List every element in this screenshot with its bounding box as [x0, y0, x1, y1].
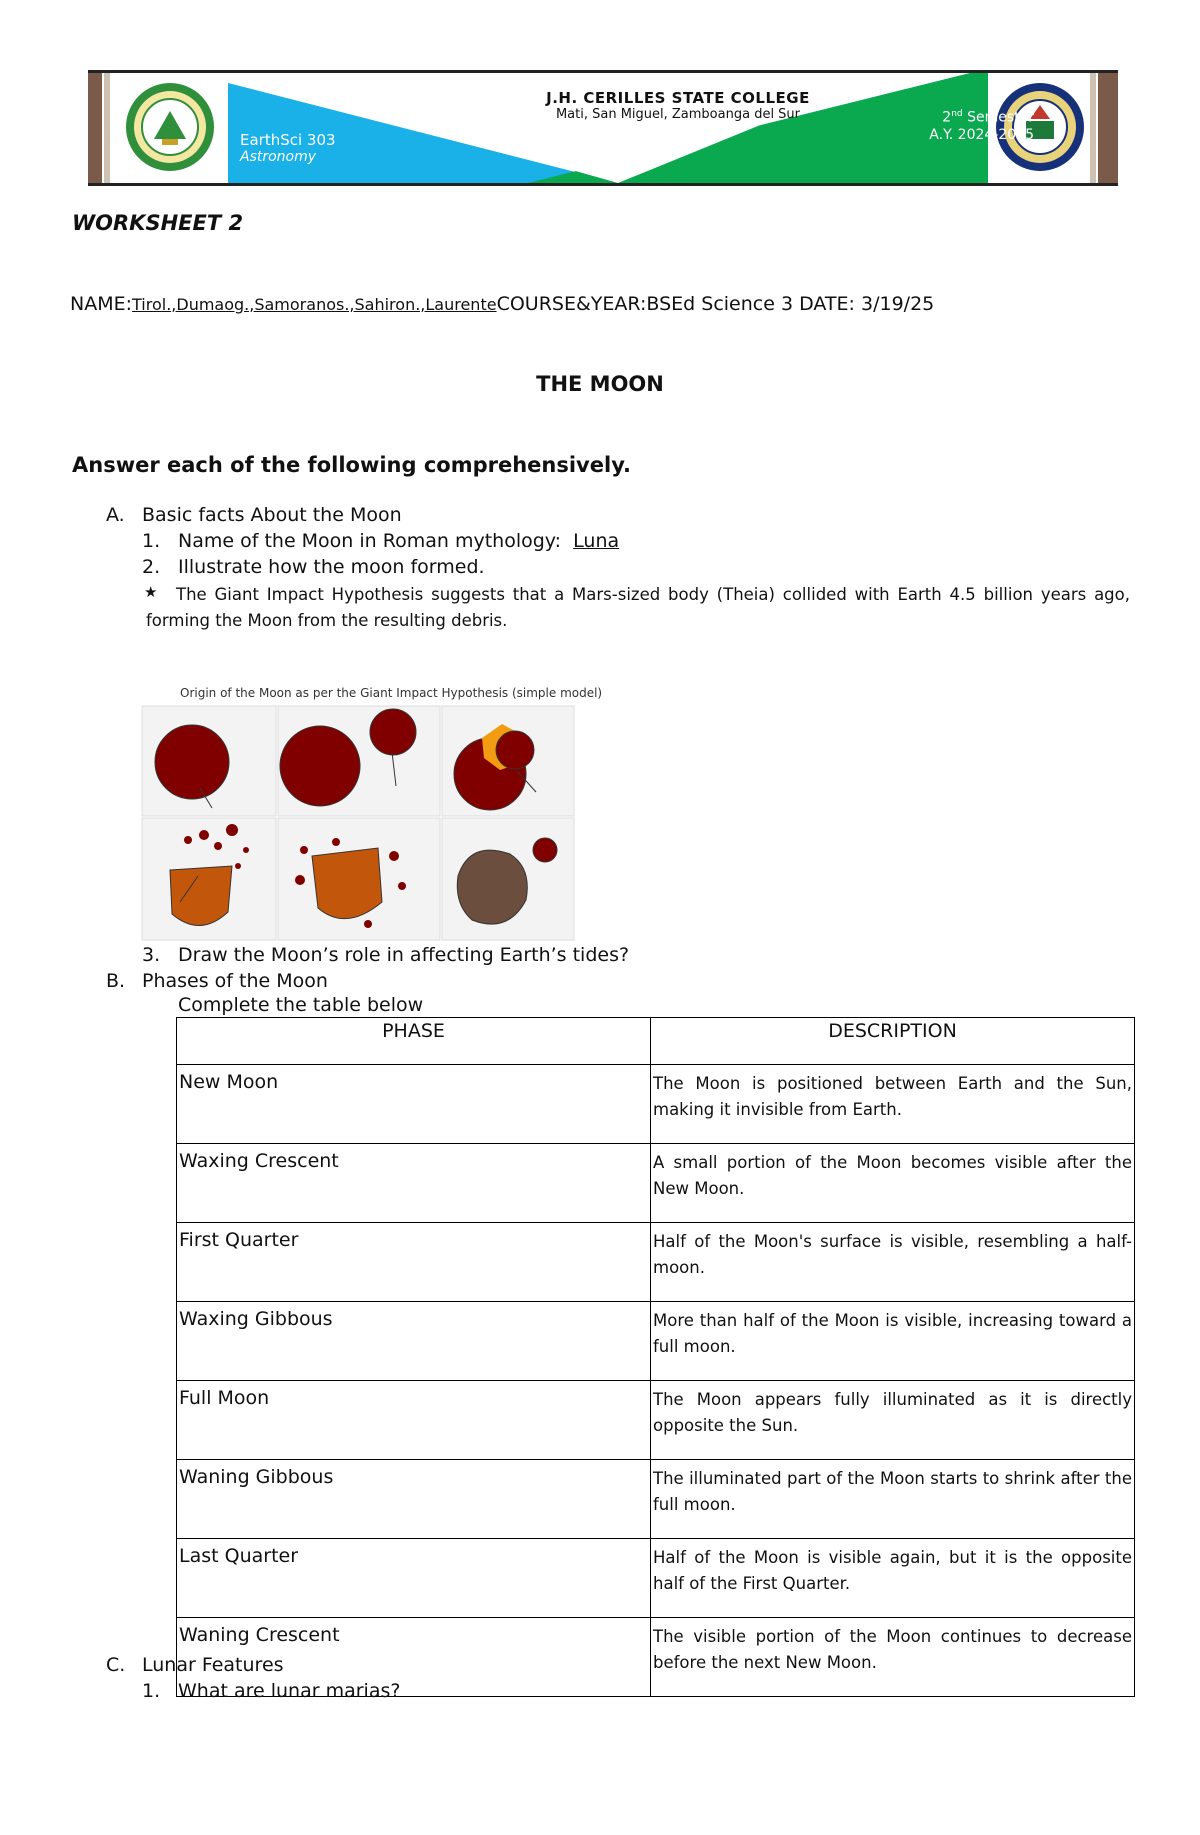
table-row [177, 1460, 1135, 1539]
description-column-header: DESCRIPTION [651, 1018, 1135, 1065]
course-code: EarthSci 303 [240, 131, 336, 149]
description-cell: Half of the Moon's surface is visible, resembling a half-moon. [651, 1223, 1135, 1302]
semester: 2nd Semester [942, 109, 1034, 126]
phase-cell: Waning Crescent [177, 1618, 651, 1697]
college-name: J.H. CERILLES STATE COLLEGE [546, 89, 810, 107]
section-a-heading: A. Basic facts About the Moon [106, 504, 402, 526]
figure-title: Origin of the Moon as per the Giant Impact Hypothesis (simple model) [180, 686, 603, 700]
phase-cell: First Quarter [177, 1223, 651, 1302]
student-info-line [70, 293, 934, 315]
question-a2: 2. Illustrate how the moon formed. [142, 556, 485, 578]
table-row [177, 1381, 1135, 1460]
table-row [177, 1539, 1135, 1618]
section-c-heading: C. Lunar Features [106, 1654, 284, 1676]
question-a3: 3. Draw the Moon’s role in affecting Earth’s tides? [142, 944, 630, 966]
phase-cell: Waning Gibbous [177, 1460, 651, 1539]
moon-phases-table [176, 1017, 1135, 1697]
giant-impact-figure [140, 680, 576, 942]
college-seal-left-icon [124, 81, 216, 173]
course-value: BSEd Science 3 [646, 293, 794, 315]
description-cell: Half of the Moon is visible again, but it is the opposite half of the First Quarter. [651, 1539, 1135, 1618]
table-instruction: Complete the table below [178, 994, 424, 1016]
table-row [177, 1065, 1135, 1144]
question-c1: 1. What are lunar marias? [142, 1680, 401, 1702]
table-row [177, 1302, 1135, 1381]
worksheet-title: WORKSHEET 2 [72, 211, 244, 235]
college-address: Mati, San Miguel, Zamboanga del Sur [555, 107, 801, 122]
phase-cell: Waxing Crescent [177, 1144, 651, 1223]
name-value: Tirol.,Dumaog.,Samoranos.,Sahiron.,Laurente [132, 295, 497, 314]
section-b-heading: B. Phases of the Moon [106, 970, 328, 992]
phase-column-header: PHASE [177, 1018, 651, 1065]
name-label: NAME: [70, 293, 133, 315]
description-cell: More than half of the Moon is visible, increasing toward a full moon. [651, 1302, 1135, 1381]
description-cell: The Moon is positioned between Earth and the Sun, making it invisible from Earth. [651, 1065, 1135, 1144]
question-a1: 1. Name of the Moon in Roman mythology: Luna [142, 530, 620, 552]
description-cell: The Moon appears fully illuminated as it is directly opposite the Sun. [651, 1381, 1135, 1460]
table-header-row [177, 1018, 1135, 1065]
description-cell: The illuminated part of the Moon starts to shrink after the full moon. [651, 1460, 1135, 1539]
description-cell: The visible portion of the Moon continues to decrease before the next New Moon. [651, 1618, 1135, 1697]
answer-a1: Luna [573, 530, 620, 552]
table-row [177, 1144, 1135, 1223]
page-title: THE MOON [536, 372, 664, 396]
date-value: 3/19/25 [861, 293, 935, 315]
course-name: Astronomy [240, 149, 317, 165]
header-banner [88, 70, 1118, 186]
course-label: COURSE&YEAR: [496, 293, 647, 315]
phase-cell: Waxing Gibbous [177, 1302, 651, 1381]
academic-year: A.Y. 2024-2025 [929, 127, 1034, 143]
phase-cell: Full Moon [177, 1381, 651, 1460]
table-row [177, 1223, 1135, 1302]
date-label: DATE: [799, 293, 855, 315]
star-bullet-icon: ★ [144, 583, 158, 601]
phase-cell: Last Quarter [177, 1539, 651, 1618]
hypothesis-text: The Giant Impact Hypothesis suggests that a Mars-sized body (Theia) collided with Earth 4.5 billion years ago, forming the Moon from the resulting debris. [146, 585, 1130, 630]
description-cell: A small portion of the Moon becomes visible after the New Moon. [651, 1144, 1135, 1223]
phase-cell: New Moon [177, 1065, 651, 1144]
instruction: Answer each of the following comprehensively. [72, 453, 631, 477]
